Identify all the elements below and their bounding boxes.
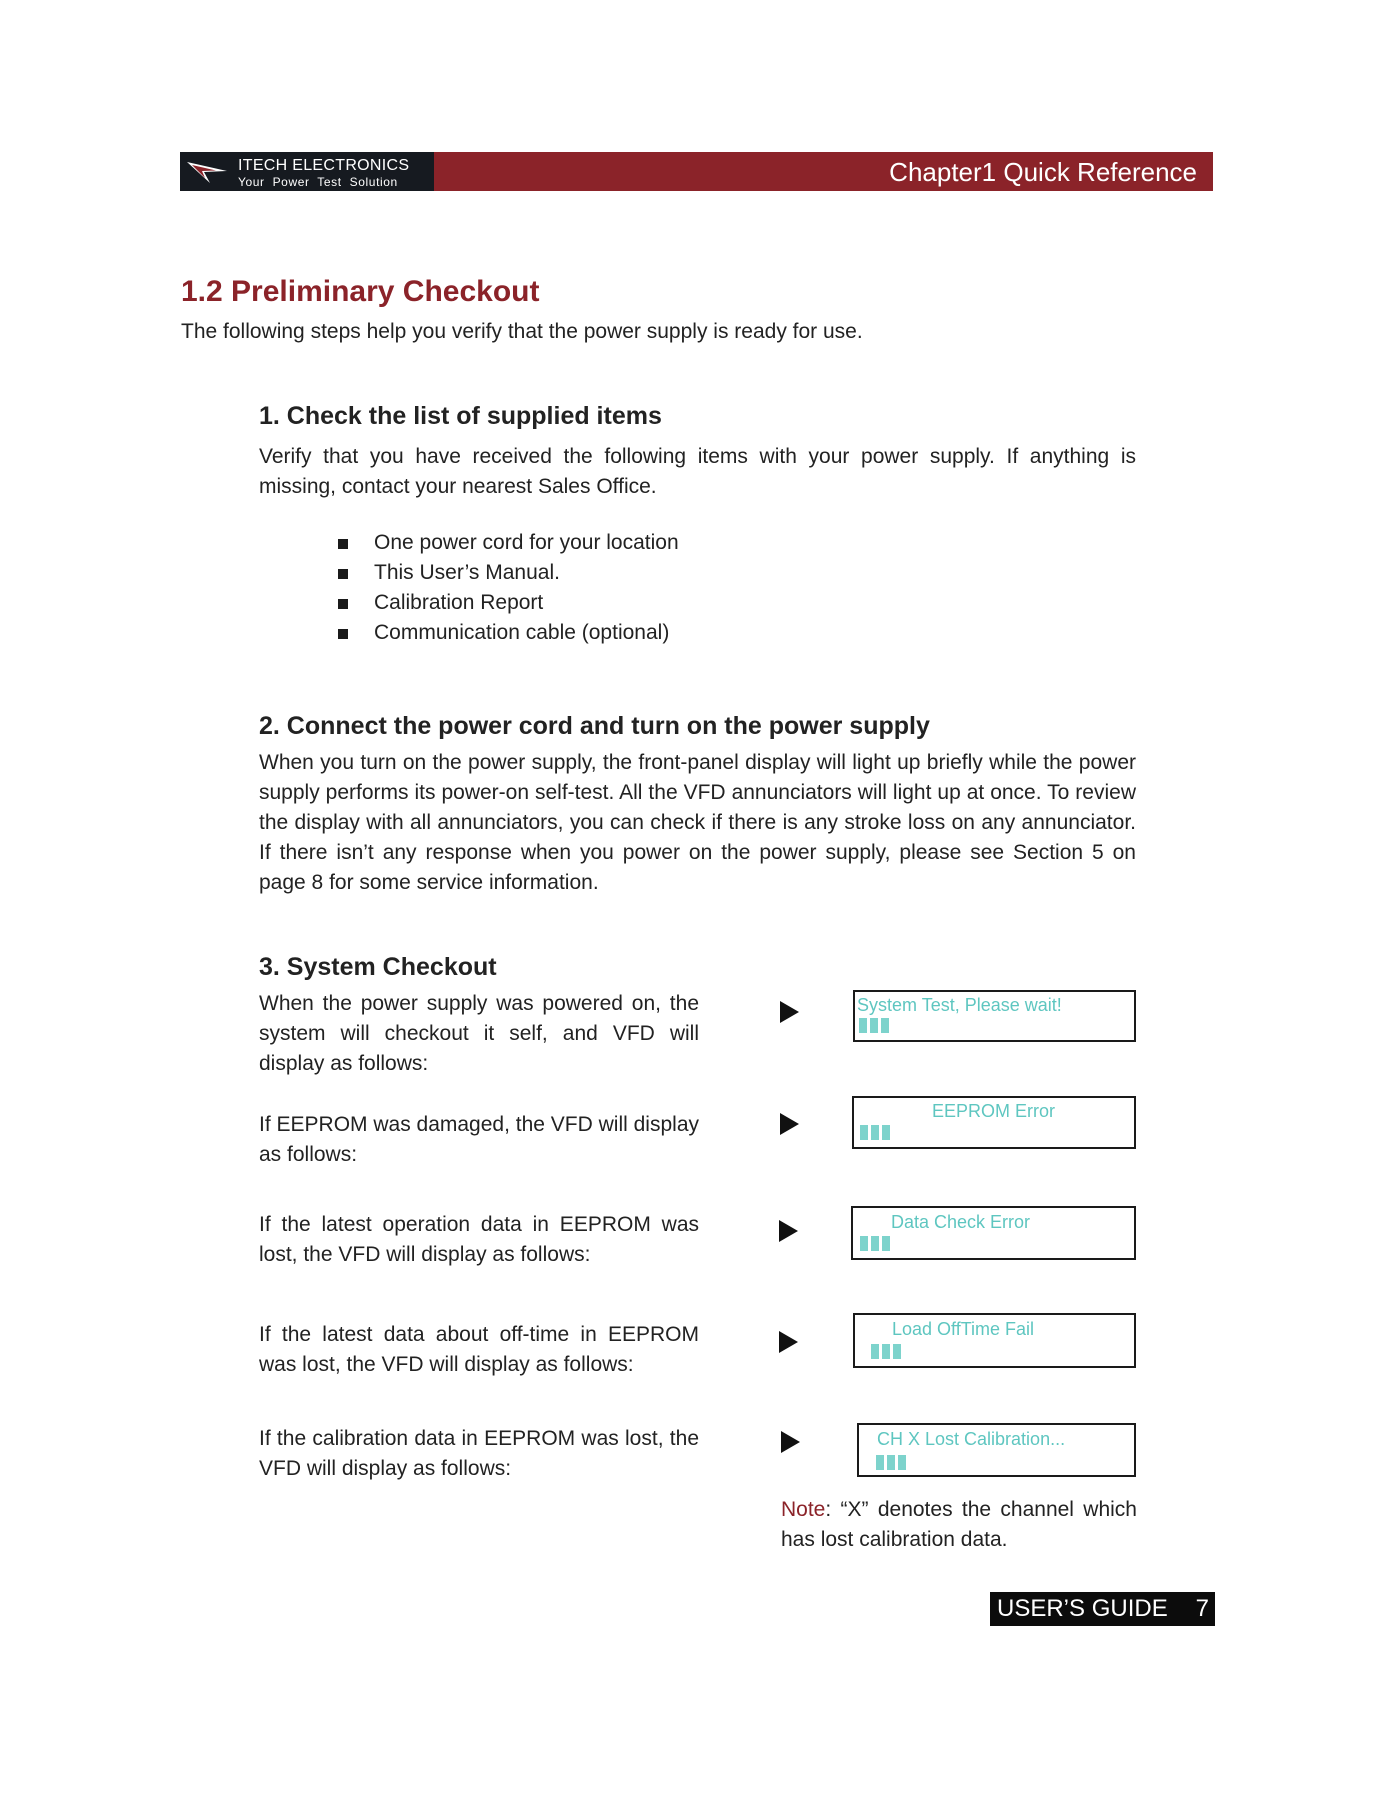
step2-title: 2. Connect the power cord and turn on the power supply bbox=[259, 712, 930, 740]
step1-title: 1. Check the list of supplied items bbox=[259, 402, 662, 430]
section-intro: The following steps help you verify that the power supply is ready for use. bbox=[181, 320, 863, 343]
arrow-right-icon bbox=[779, 1220, 798, 1242]
list-item bbox=[338, 588, 679, 618]
checkout-row-text: If the latest operation data in EEPROM was lost, the VFD will display as follows: bbox=[259, 1213, 699, 1266]
vfd-cursor-bars bbox=[876, 1455, 906, 1470]
vfd-cursor-bars bbox=[859, 1018, 889, 1033]
arrow-right-icon bbox=[781, 1431, 800, 1453]
brand-logo-block bbox=[180, 152, 434, 191]
supplied-items-list bbox=[338, 528, 679, 648]
vfd-display-text: Load OffTime Fail bbox=[892, 1319, 1035, 1339]
step3-title: 3. System Checkout bbox=[259, 953, 497, 981]
vfd-display bbox=[857, 1423, 1136, 1477]
arrow-right-icon bbox=[780, 1001, 799, 1023]
list-item bbox=[338, 558, 679, 588]
list-item-label: Communication cable (optional) bbox=[374, 621, 670, 644]
vfd-display-text: System Test, Please wait! bbox=[857, 995, 1062, 1015]
vfd-display bbox=[853, 990, 1136, 1042]
chapter-title: Chapter1 Quick Reference bbox=[889, 157, 1197, 187]
checkout-row-text: If the calibration data in EEPROM was lost, the VFD will display as follows: bbox=[259, 1427, 699, 1480]
section-title: 1.2 Preliminary Checkout bbox=[181, 275, 540, 308]
bullet-square-icon bbox=[338, 629, 348, 639]
vfd-display bbox=[853, 1313, 1136, 1368]
bullet-square-icon bbox=[338, 569, 348, 579]
vfd-cursor-bars bbox=[860, 1125, 890, 1140]
calibration-note bbox=[781, 1495, 1137, 1555]
brand-tagline: Your Power Test Solution bbox=[238, 175, 398, 189]
bullet-square-icon bbox=[338, 539, 348, 549]
list-item-label: One power cord for your location bbox=[374, 531, 679, 554]
vfd-display-text: Data Check Error bbox=[891, 1212, 1031, 1232]
note-label: Note bbox=[781, 1498, 826, 1521]
arrow-right-icon bbox=[779, 1331, 798, 1353]
list-item-label: Calibration Report bbox=[374, 591, 544, 614]
page-number: 7 bbox=[1195, 1595, 1209, 1622]
arrow-right-icon bbox=[780, 1113, 799, 1135]
list-item bbox=[338, 528, 679, 558]
vfd-display bbox=[851, 1206, 1136, 1260]
checkout-row-text: If the latest data about off-time in EEPROM was lost, the VFD will display as follows: bbox=[259, 1323, 699, 1376]
note-text: : “X” denotes the channel which has lost calibration data. bbox=[781, 1498, 1137, 1551]
bullet-square-icon bbox=[338, 599, 348, 609]
vfd-display-text: CH X Lost Calibration... bbox=[877, 1429, 1066, 1449]
vfd-cursor-bars bbox=[860, 1236, 890, 1251]
vfd-display bbox=[852, 1096, 1136, 1149]
checkout-row-text: If EEPROM was damaged, the VFD will display as follows: bbox=[259, 1113, 699, 1166]
step2-text: When you turn on the power supply, the front-panel display will light up briefly while the power supply performs its power-on self-test. All the VFD annunciators will light up at once. To review the display with all annunciators, you can check if there is any stroke loss on any annunciator. If there isn’t any response when you power on the power supply, please see Section 5 on page 8 for some service information. bbox=[259, 751, 1136, 894]
list-item-label: This User’s Manual. bbox=[374, 561, 560, 584]
step1-text: Verify that you have received the following items with your power supply. If anything is missing, contact your nearest Sales Office. bbox=[259, 445, 1136, 498]
list-item bbox=[338, 618, 679, 648]
brand-name: ITECH ELECTRONICS bbox=[238, 157, 410, 174]
vfd-cursor-bars bbox=[871, 1344, 901, 1359]
footer-badge bbox=[990, 1592, 1215, 1626]
footer-guide-label: USER’S GUIDE bbox=[997, 1595, 1168, 1622]
checkout-row-text: When the power supply was powered on, the system will checkout it self, and VFD will display as follows: bbox=[259, 992, 699, 1075]
vfd-display-text: EEPROM Error bbox=[932, 1101, 1056, 1121]
itech-logo-icon bbox=[186, 159, 228, 184]
